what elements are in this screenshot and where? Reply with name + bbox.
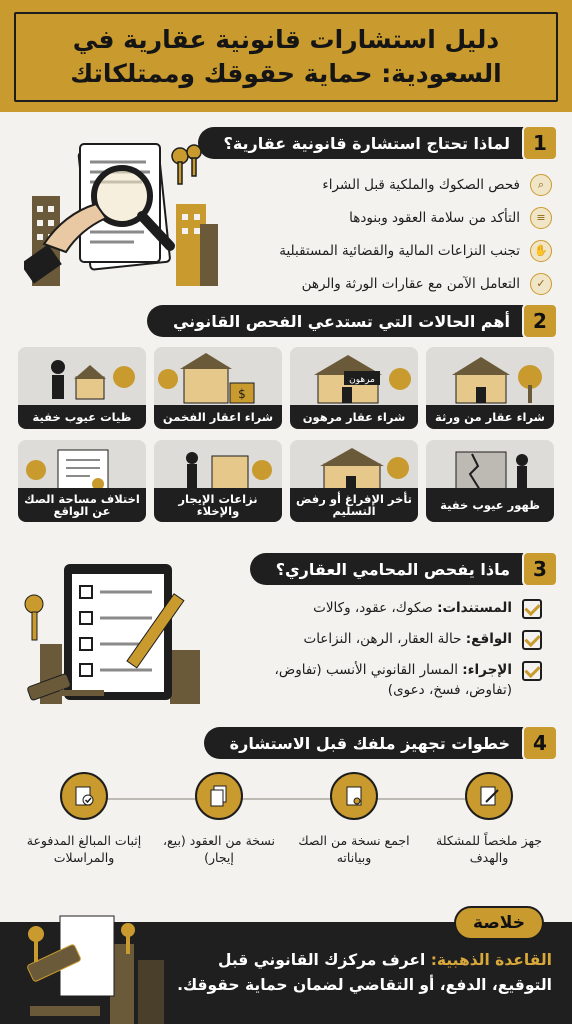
item-text: المسار القانوني الأنسب (تفاوض، (تفاوض، فسخ، دعوى) [274,662,512,698]
section3-header [250,550,558,588]
section1-number: 1 [522,125,558,161]
case-card-label: اختلاف مساحة الصك عن الواقع [18,488,146,522]
section3-illustration [20,560,220,710]
section1-list [222,168,552,300]
item-text: حالة العقار، الرهن، النزاعات [303,631,466,647]
mortgaged-house-icon [290,353,418,405]
list-item [222,201,552,234]
page-title-line2: السعودية: حماية حقوقك وممتلكاتك [70,59,502,88]
section3-list [262,598,542,710]
case-card [154,347,282,429]
case-card-label: ظهور عيوب خفية [426,488,554,522]
item-bold-label: المستندات: [437,600,512,616]
hidden-defects-icon [18,353,146,405]
mortgage-sign: مرهون [349,375,375,385]
step-label: جهز ملخصاً للمشكلة والهدف [436,833,542,865]
key-icon [25,595,43,640]
case-card [154,440,282,522]
list-item [262,660,542,700]
shield-icon: ✓ [530,273,552,295]
list-item [222,267,552,300]
case-card [18,347,146,429]
keys-icon [172,145,201,184]
magnifier-icon: ⌕ [530,174,552,196]
step-label: اجمع نسخة من الصك وبياناته [298,833,410,865]
case-card-label: شراء عقار من ورثة [426,405,554,429]
step-item [424,772,554,866]
case-cards-row2 [18,440,554,522]
section3-number: 3 [522,551,558,587]
header-banner [0,0,572,112]
step-item [19,772,149,866]
step-label: إثبات المبالغ المدفوعة والمراسلات [26,833,142,865]
checkmark-icon [522,630,542,650]
case-card [290,440,418,522]
section2-title: أهم الحالات التي تستدعي الفحص القانوني [147,305,528,337]
summary-tag: خلاصة [454,906,544,940]
step-item [154,772,284,866]
list-item-label: تجنب النزاعات المالية والقضائية المستقبلية [279,242,520,259]
document-icon: ≡ [530,207,552,229]
header-frame [14,12,558,102]
list-item-label: التأكد من سلامة العقود وبنودها [349,209,520,226]
section1-title: لماذا تحتاج استشارة قانونية عقارية؟ [198,127,528,159]
handshake-icon: ✋ [530,240,552,262]
luxury-house-icon [154,353,282,405]
list-item [262,629,542,650]
case-cards-row1 [18,347,554,429]
list-item [222,168,552,201]
page-title-line1: دليل استشارات قانونية عقارية في [72,25,500,54]
footer-illustration [20,910,170,1024]
section4-title: خطوات تجهيز ملفك قبل الاستشارة [204,727,528,759]
steps-row [18,772,554,892]
section1-illustration [24,134,224,294]
summary-text [172,948,552,998]
item-bold-label: الإجراء: [462,662,512,678]
case-card-label: نزاعات الإيجار والإخلاء [154,488,282,522]
case-card [426,347,554,429]
case-card-label: تأخر الإفراغ أو رفض التسليم [290,488,418,522]
section1-header [198,124,558,162]
checkmark-icon [522,599,542,619]
list-item [262,598,542,619]
step-item [289,772,419,866]
case-card-label: ظيات عيوب خفية [18,405,146,429]
case-card [290,347,418,429]
section4-header [204,724,558,762]
case-card [426,440,554,522]
step-label: نسخة من العقود (بيع، إيجار) [162,833,275,865]
list-item-label: التعامل الآمن مع عقارات الورثة والرهن [301,275,520,292]
list-item [222,234,552,267]
payment-proof-icon [60,772,108,820]
deed-copy-icon [330,772,378,820]
house-heirs-icon [426,353,554,405]
note-pen-icon [465,772,513,820]
list-item-label: فحص الصكوك والملكية قبل الشراء [322,176,520,193]
checkmark-icon [522,661,542,681]
svg-text:$: $ [238,387,246,401]
item-bold-label: الواقع: [465,631,512,647]
case-card-label: شراء عقار مرهون [290,405,418,429]
item-text: صكوك، عقود، وكالات [313,600,438,616]
golden-rule-text: اعرف مركزك القانوني قبل التوقيع، الدفع، أو التقاضي لضمان حماية حقوقك. [177,951,552,994]
section3-title: ماذا يفحص المحامي العقاري؟ [250,553,528,585]
contract-copies-icon [195,772,243,820]
section4-number: 4 [522,725,558,761]
section2-header [147,302,558,340]
section2-number: 2 [522,303,558,339]
case-card-label: شراء اعقار الفخمن [154,405,282,429]
golden-rule-label: القاعدة الذهبية: [430,951,552,969]
city-buildings-icon [110,944,164,1024]
case-card [18,440,146,522]
